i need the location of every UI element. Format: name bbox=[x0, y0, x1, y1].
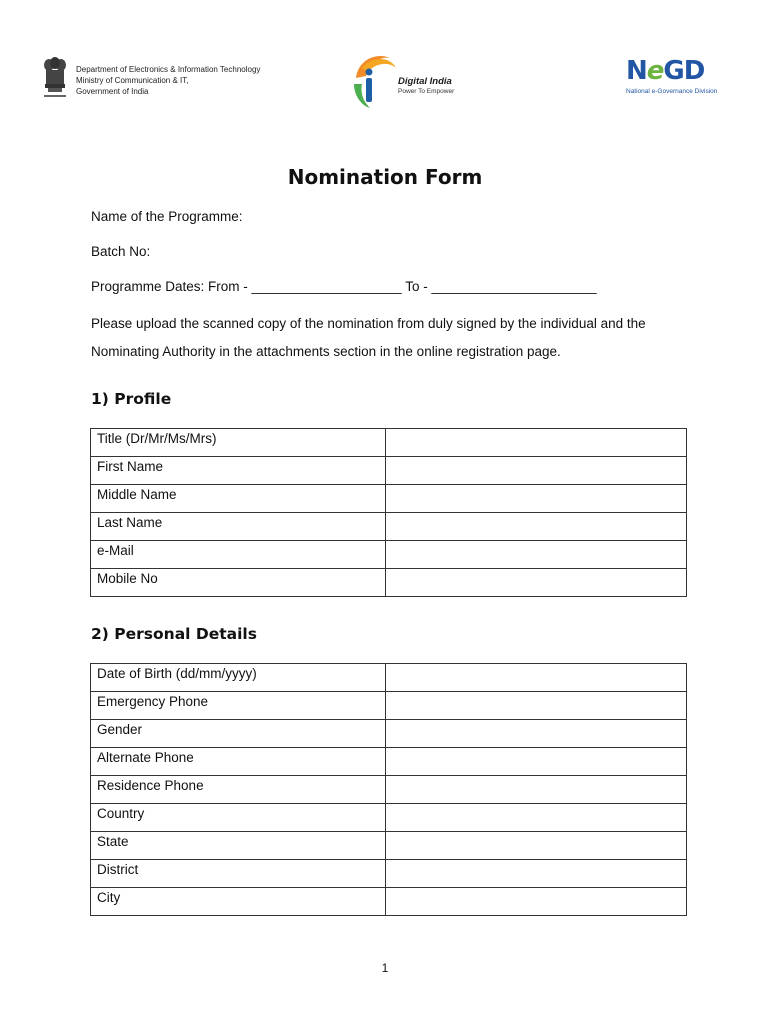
row-value-field[interactable] bbox=[385, 429, 686, 457]
page-number: 1 bbox=[381, 961, 389, 975]
row-label: First Name bbox=[91, 457, 386, 485]
profile-heading: 1) Profile bbox=[91, 390, 172, 408]
table-row bbox=[91, 832, 687, 860]
table-row bbox=[91, 776, 687, 804]
department-line: Department of Electronics & Information Technology bbox=[76, 65, 261, 74]
row-value-field[interactable] bbox=[385, 832, 686, 860]
table-row bbox=[91, 664, 687, 692]
row-label: Mobile No bbox=[91, 569, 386, 597]
ministry-text bbox=[76, 64, 260, 97]
row-label: Last Name bbox=[91, 513, 386, 541]
government-logo bbox=[40, 56, 260, 100]
row-value-field[interactable] bbox=[385, 513, 686, 541]
row-value-field[interactable] bbox=[385, 776, 686, 804]
table-row bbox=[91, 888, 687, 916]
row-value-field[interactable] bbox=[385, 888, 686, 916]
row-label: Country bbox=[91, 804, 386, 832]
row-label: Emergency Phone bbox=[91, 692, 386, 720]
profile-table bbox=[90, 428, 687, 597]
row-value-field[interactable] bbox=[385, 541, 686, 569]
row-label: Gender bbox=[91, 720, 386, 748]
row-value-field[interactable] bbox=[385, 804, 686, 832]
table-row bbox=[91, 569, 687, 597]
batch-number-label: Batch No: bbox=[91, 244, 151, 259]
table-row bbox=[91, 748, 687, 776]
row-label: Middle Name bbox=[91, 485, 386, 513]
negd-subtitle: National e-Governance Division bbox=[626, 88, 718, 95]
digital-india-title: Digital India bbox=[398, 76, 452, 87]
row-label: State bbox=[91, 832, 386, 860]
negd-wordmark bbox=[626, 56, 736, 86]
national-emblem-icon bbox=[40, 56, 70, 100]
row-label: Residence Phone bbox=[91, 776, 386, 804]
row-value-field[interactable] bbox=[385, 457, 686, 485]
negd-letters-gd: GD bbox=[663, 56, 705, 86]
upload-instructions bbox=[91, 310, 683, 366]
row-value-field[interactable] bbox=[385, 485, 686, 513]
page-title: Nomination Form bbox=[287, 165, 483, 189]
page-header bbox=[0, 0, 770, 120]
negd-letter-e: e bbox=[646, 56, 664, 86]
row-value-field[interactable] bbox=[385, 748, 686, 776]
instructions-line-2: Nominating Authority in the attachments section in the online registration page. bbox=[91, 344, 561, 359]
personal-details-table bbox=[90, 663, 687, 916]
table-row bbox=[91, 513, 687, 541]
row-value-field[interactable] bbox=[385, 860, 686, 888]
row-label: City bbox=[91, 888, 386, 916]
table-row bbox=[91, 457, 687, 485]
row-value-field[interactable] bbox=[385, 569, 686, 597]
table-row bbox=[91, 541, 687, 569]
ministry-line: Ministry of Communication & IT, bbox=[76, 76, 189, 85]
table-row bbox=[91, 720, 687, 748]
instructions-line-1: Please upload the scanned copy of the nomination from duly signed by the individual and the bbox=[91, 316, 646, 331]
row-label: Title (Dr/Mr/Ms/Mrs) bbox=[91, 429, 386, 457]
government-line: Government of India bbox=[76, 87, 149, 96]
table-row bbox=[91, 860, 687, 888]
row-value-field[interactable] bbox=[385, 664, 686, 692]
row-label: District bbox=[91, 860, 386, 888]
row-value-field[interactable] bbox=[385, 720, 686, 748]
personal-details-heading: 2) Personal Details bbox=[91, 625, 257, 643]
negd-letter-n: N bbox=[626, 56, 647, 86]
table-row bbox=[91, 804, 687, 832]
table-row bbox=[91, 692, 687, 720]
negd-logo bbox=[626, 56, 736, 95]
row-label: Date of Birth (dd/mm/yyyy) bbox=[91, 664, 386, 692]
table-row bbox=[91, 485, 687, 513]
digital-india-tagline: Power To Empower bbox=[398, 88, 455, 95]
digital-india-text bbox=[398, 76, 454, 95]
row-label: e-Mail bbox=[91, 541, 386, 569]
row-label: Alternate Phone bbox=[91, 748, 386, 776]
row-value-field[interactable] bbox=[385, 692, 686, 720]
programme-dates-label: Programme Dates: From - ____________________ To - ______________________ bbox=[91, 279, 597, 294]
table-row bbox=[91, 429, 687, 457]
programme-name-label: Name of the Programme: bbox=[91, 209, 243, 224]
